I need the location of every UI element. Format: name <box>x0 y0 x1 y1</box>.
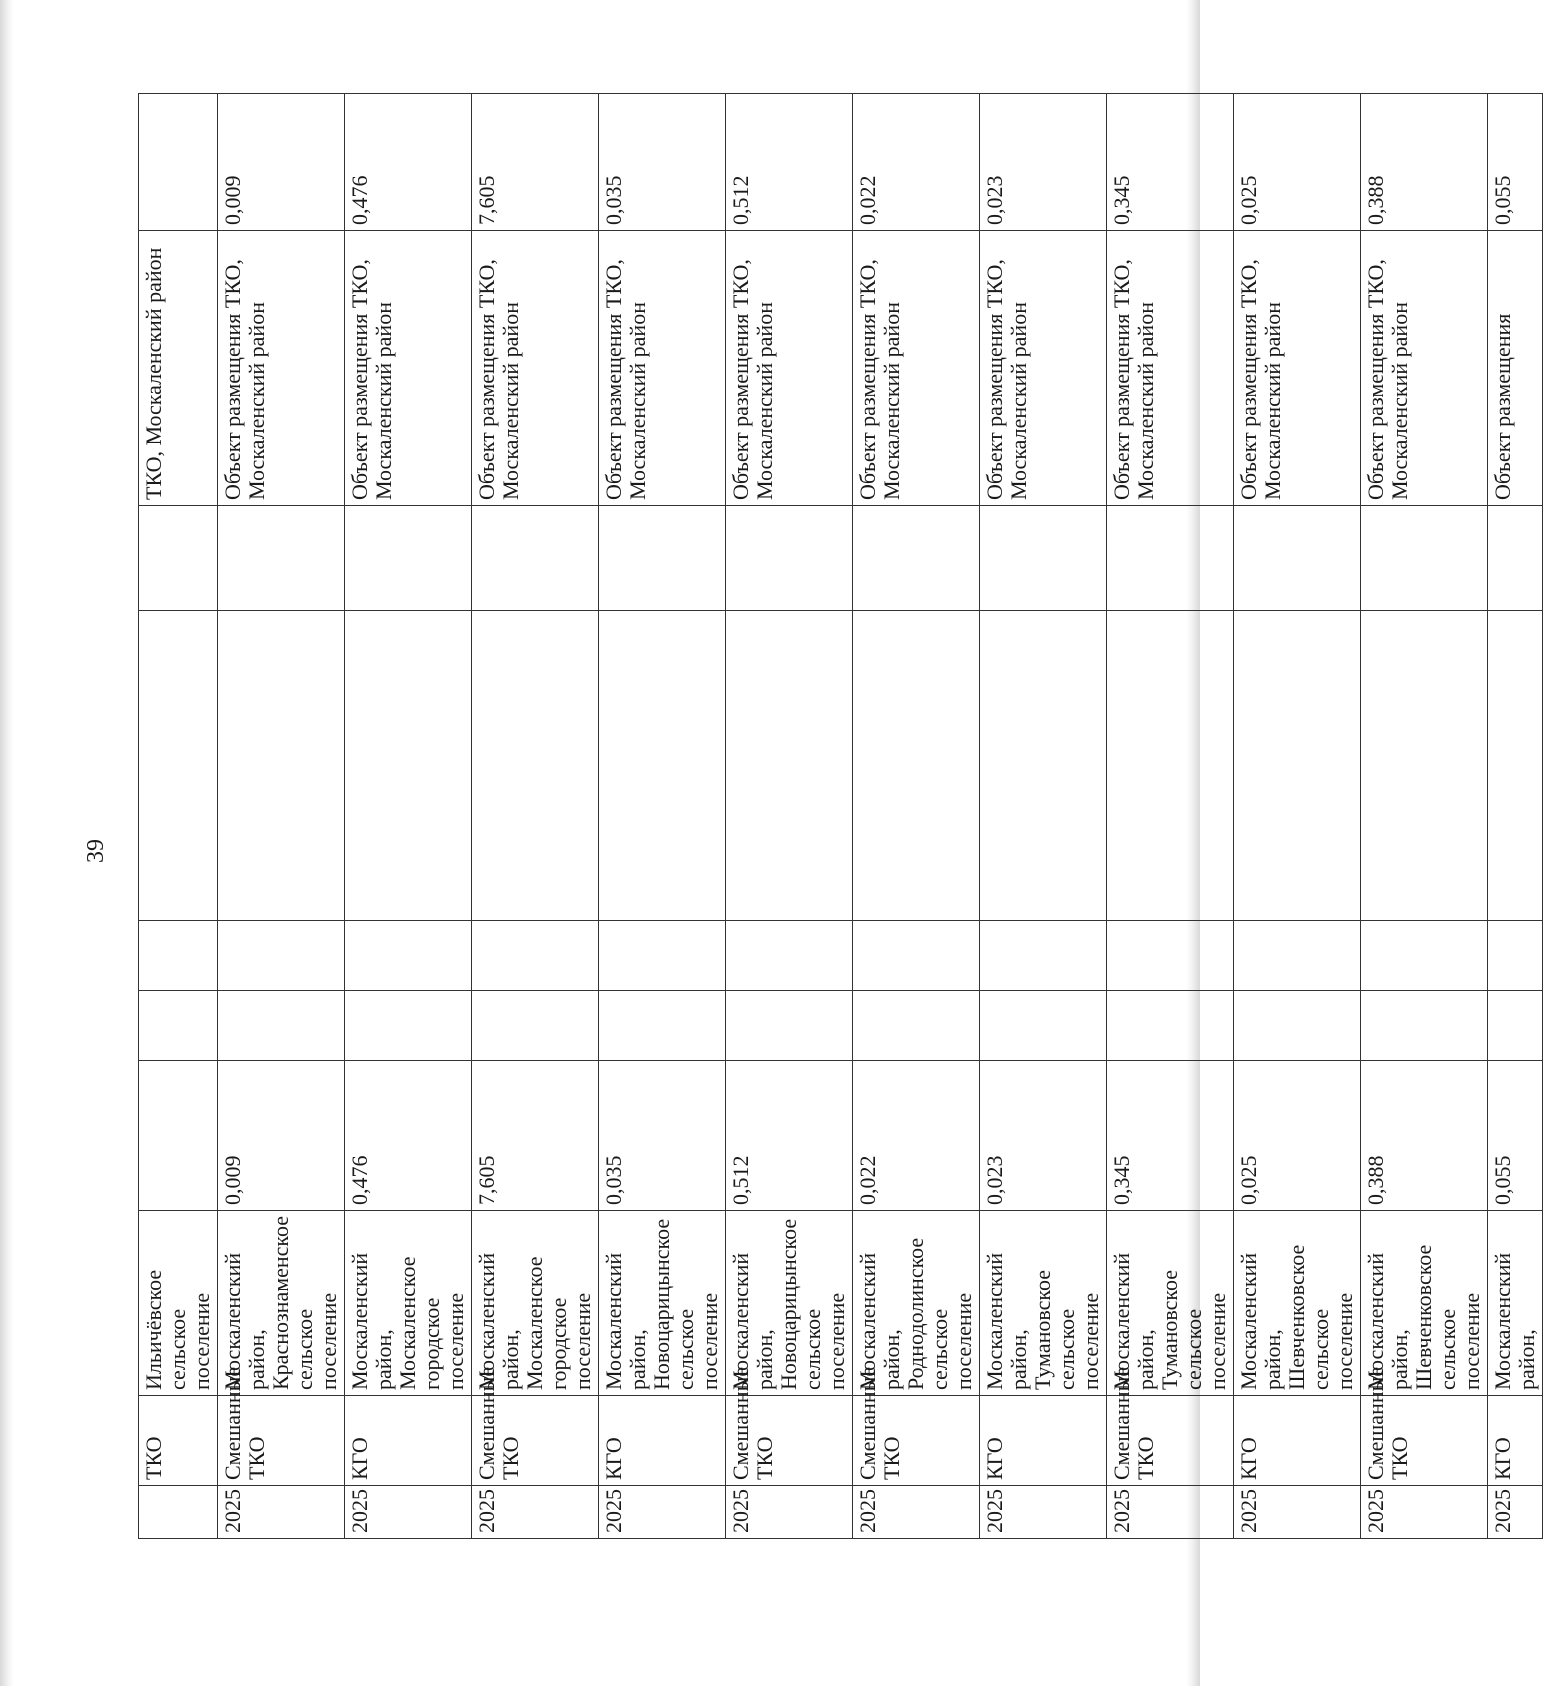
cell-year: 2025 <box>853 1486 980 1539</box>
cell-empty <box>599 611 726 921</box>
cell-value <box>139 1061 218 1211</box>
cell-value: 0,023 <box>980 1061 1107 1211</box>
cell-year: 2025 <box>1107 1486 1234 1539</box>
cell-waste-type: КГО <box>345 1396 472 1486</box>
cell-empty <box>853 506 980 611</box>
cell-empty <box>1488 506 1543 611</box>
cell-settlement: Москаленский район, Москаленское городское поселение <box>472 1211 599 1396</box>
cell-waste-type: КГО <box>980 1396 1107 1486</box>
table-row <box>345 94 472 1539</box>
cell-empty <box>472 506 599 611</box>
cell-value-2: 0,022 <box>853 94 980 231</box>
cell-empty <box>139 506 218 611</box>
cell-year: 2025 <box>1234 1486 1361 1539</box>
cell-waste-type: Смешанные ТКО <box>472 1396 599 1486</box>
cell-settlement: Москаленский район, Москаленское городское поселение <box>345 1211 472 1396</box>
cell-waste-type: Смешанные ТКО <box>853 1396 980 1486</box>
cell-value-2: 0,345 <box>1107 94 1234 231</box>
cell-empty <box>1361 611 1488 921</box>
cell-empty <box>853 921 980 991</box>
cell-value: 0,345 <box>1107 1061 1234 1211</box>
cell-year: 2025 <box>599 1486 726 1539</box>
cell-empty <box>1488 991 1543 1061</box>
table-row <box>1488 94 1543 1539</box>
cell-empty <box>139 921 218 991</box>
cell-empty <box>980 611 1107 921</box>
cell-empty <box>472 611 599 921</box>
cell-value-2: 0,512 <box>726 94 853 231</box>
cell-empty <box>218 506 345 611</box>
table-row <box>980 94 1107 1539</box>
cell-settlement: Москаленский район, Тумановское сельское поселение <box>980 1211 1107 1396</box>
cell-waste-type: КГО <box>599 1396 726 1486</box>
table-row <box>853 94 980 1539</box>
cell-empty <box>980 991 1107 1061</box>
cell-empty <box>726 991 853 1061</box>
cell-disposal-object: Объект размещения ТКО, Москаленский район <box>472 231 599 506</box>
table-row <box>1234 94 1361 1539</box>
cell-empty <box>1107 611 1234 921</box>
table-row <box>1107 94 1234 1539</box>
cell-empty <box>139 991 218 1061</box>
cell-settlement: Москаленский район, Шевченковское сельское поселение <box>1361 1211 1488 1396</box>
cell-year: 2025 <box>1361 1486 1488 1539</box>
cell-disposal-object: Объект размещения ТКО, Москаленский район <box>980 231 1107 506</box>
cell-value-2 <box>139 94 218 231</box>
cell-empty <box>726 921 853 991</box>
cell-settlement: Москаленский район, Шевченковское сельское поселение <box>1234 1211 1361 1396</box>
cell-value-2: 0,055 <box>1488 94 1543 231</box>
cell-year: 2025 <box>726 1486 853 1539</box>
cell-empty <box>345 991 472 1061</box>
cell-value: 0,476 <box>345 1061 472 1211</box>
cell-empty <box>599 506 726 611</box>
cell-empty <box>599 991 726 1061</box>
cell-year: 2025 <box>1488 1486 1543 1539</box>
cell-empty <box>1234 991 1361 1061</box>
cell-empty <box>345 611 472 921</box>
cell-empty <box>1488 921 1543 991</box>
cell-empty <box>726 506 853 611</box>
cell-settlement: Ильичёвское сельское поселение <box>139 1211 218 1396</box>
cell-value: 0,388 <box>1361 1061 1488 1211</box>
cell-empty <box>726 611 853 921</box>
page-number: 39 <box>83 839 109 863</box>
cell-empty <box>218 611 345 921</box>
cell-waste-type: Смешанные ТКО <box>1107 1396 1234 1486</box>
cell-year: 2025 <box>218 1486 345 1539</box>
cell-empty <box>1234 611 1361 921</box>
cell-empty <box>472 921 599 991</box>
cell-empty <box>1234 921 1361 991</box>
cell-year: 2025 <box>345 1486 472 1539</box>
cell-value-2: 0,388 <box>1361 94 1488 231</box>
cell-settlement: Москаленский район, Краснознаменское сельское поселение <box>218 1211 345 1396</box>
cell-empty <box>599 921 726 991</box>
cell-empty <box>218 921 345 991</box>
cell-waste-type: КГО <box>1234 1396 1361 1486</box>
cell-value: 0,025 <box>1234 1061 1361 1211</box>
cell-settlement: Москаленский район, <box>1488 1211 1543 1396</box>
cell-value: 0,035 <box>599 1061 726 1211</box>
cell-waste-type: ТКО <box>139 1396 218 1486</box>
table-row <box>218 94 345 1539</box>
cell-disposal-object: Объект размещения ТКО, Москаленский район <box>1361 231 1488 506</box>
cell-value: 0,009 <box>218 1061 345 1211</box>
cell-empty <box>1234 506 1361 611</box>
waste-flow-table <box>138 93 1543 1539</box>
cell-value-2: 0,023 <box>980 94 1107 231</box>
cell-empty <box>1361 991 1488 1061</box>
table-row <box>472 94 599 1539</box>
table-row <box>1361 94 1488 1539</box>
cell-value: 7,605 <box>472 1061 599 1211</box>
cell-empty <box>853 991 980 1061</box>
cell-disposal-object: Объект размещения <box>1488 231 1543 506</box>
cell-settlement: Москаленский район, Роднодолинское сельское поселение <box>853 1211 980 1396</box>
table-row-continuation <box>139 94 218 1539</box>
cell-empty <box>345 506 472 611</box>
cell-disposal-object: Объект размещения ТКО, Москаленский район <box>345 231 472 506</box>
cell-disposal-object: Объект размещения ТКО, Москаленский район <box>218 231 345 506</box>
cell-empty <box>980 921 1107 991</box>
cell-disposal-object: Объект размещения ТКО, Москаленский район <box>726 231 853 506</box>
cell-empty <box>853 611 980 921</box>
cell-value-2: 0,476 <box>345 94 472 231</box>
table-body <box>139 94 1543 1539</box>
cell-empty <box>1488 611 1543 921</box>
cell-empty <box>1107 921 1234 991</box>
cell-empty <box>1361 921 1488 991</box>
cell-empty <box>1107 991 1234 1061</box>
cell-disposal-object: Объект размещения ТКО, Москаленский район <box>1234 231 1361 506</box>
scan-edge-left <box>0 0 14 1686</box>
cell-empty <box>1361 506 1488 611</box>
cell-value-2: 0,025 <box>1234 94 1361 231</box>
cell-disposal-object: Объект размещения ТКО, Москаленский район <box>599 231 726 506</box>
table-row <box>726 94 853 1539</box>
cell-waste-type: Смешанные ТКО <box>218 1396 345 1486</box>
cell-waste-type: КГО <box>1488 1396 1543 1486</box>
cell-disposal-object: Объект размещения ТКО, Москаленский район <box>853 231 980 506</box>
cell-settlement: Москаленский район, Новоцарицынское сельское поселение <box>599 1211 726 1396</box>
cell-waste-type: Смешанные ТКО <box>1361 1396 1488 1486</box>
cell-value-2: 0,009 <box>218 94 345 231</box>
cell-waste-type: Смешанные ТКО <box>726 1396 853 1486</box>
cell-value: 0,512 <box>726 1061 853 1211</box>
cell-value-2: 7,605 <box>472 94 599 231</box>
cell-empty <box>345 921 472 991</box>
cell-disposal-object: Объект размещения ТКО, Москаленский район <box>1107 231 1234 506</box>
cell-year <box>139 1486 218 1539</box>
table-row <box>599 94 726 1539</box>
cell-empty <box>472 991 599 1061</box>
cell-value: 0,055 <box>1488 1061 1543 1211</box>
cell-disposal-object: ТКО, Москаленский район <box>139 231 218 506</box>
cell-value-2: 0,035 <box>599 94 726 231</box>
cell-year: 2025 <box>472 1486 599 1539</box>
cell-settlement: Москаленский район, Тумановское сельское поселение <box>1107 1211 1234 1396</box>
cell-value: 0,022 <box>853 1061 980 1211</box>
cell-settlement: Москаленский район, Новоцарицынское сельское поселение <box>726 1211 853 1396</box>
cell-empty <box>139 611 218 921</box>
cell-empty <box>980 506 1107 611</box>
cell-empty <box>218 991 345 1061</box>
cell-empty <box>1107 506 1234 611</box>
cell-year: 2025 <box>980 1486 1107 1539</box>
rotated-table-container <box>138 94 1539 1539</box>
